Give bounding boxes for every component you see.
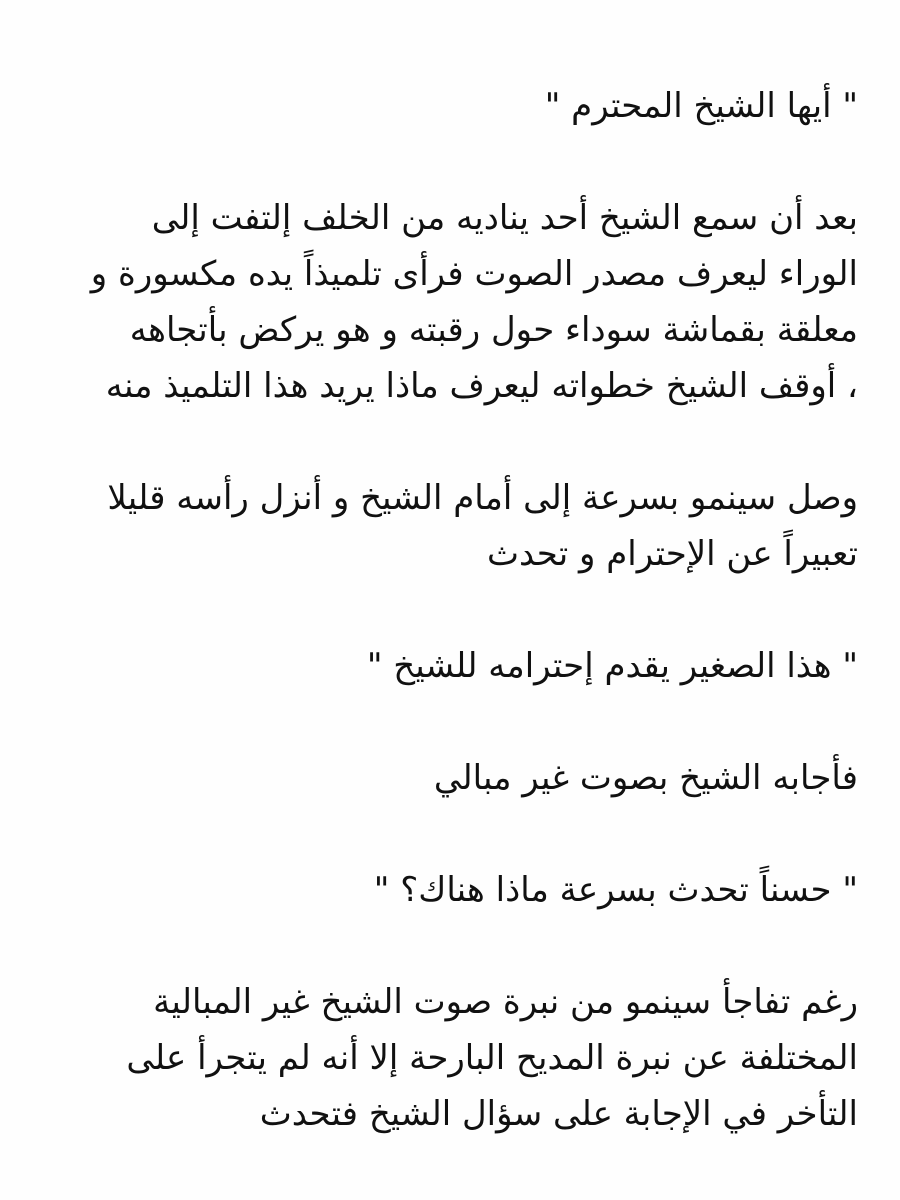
text-line: التأخر في الإجابة على سؤال الشيخ فتحدث [259, 1094, 858, 1134]
paragraph-narration-3 [28, 750, 858, 806]
text-line: ، أوقف الشيخ خطواته ليعرف ماذا يريد هذا التلميذ منه [105, 366, 858, 406]
paragraph-dialogue-2 [28, 862, 858, 918]
text-line: فأجابه الشيخ بصوت غير مبالي [433, 758, 858, 798]
text-line: " أيها الشيخ المحترم " [544, 86, 858, 126]
text-line: الوراء ليعرف مصدر الصوت فرأى تلميذاً يده مكسورة و [90, 254, 858, 294]
story-text [28, 78, 858, 1198]
paragraph-narration-2 [28, 470, 858, 582]
paragraph-narration-1 [28, 190, 858, 414]
text-line: رغم تفاجأ سينمو من نبرة صوت الشيخ غير المبالية [153, 982, 858, 1022]
text-line: بعد أن سمع الشيخ أحد يناديه من الخلف إلتفت إلى [151, 198, 858, 238]
text-line: وصل سينمو بسرعة إلى أمام الشيخ و أنزل رأسه قليلا [107, 478, 858, 518]
text-line: تعبيراً عن الإحترام و تحدث [486, 534, 858, 574]
paragraph-narration-4 [28, 974, 858, 1142]
paragraph-greeting [28, 78, 858, 134]
paragraph-dialogue-1 [28, 638, 858, 694]
text-line: المختلفة عن نبرة المديح البارحة إلا أنه لم يتجرأ على [126, 1038, 858, 1078]
text-line: " حسناً تحدث بسرعة ماذا هناك؟ " [373, 870, 858, 910]
text-line: " هذا الصغير يقدم إحترامه للشيخ " [366, 646, 858, 686]
text-line: معلقة بقماشة سوداء حول رقبته و هو يركض بأتجاهه [129, 310, 858, 350]
